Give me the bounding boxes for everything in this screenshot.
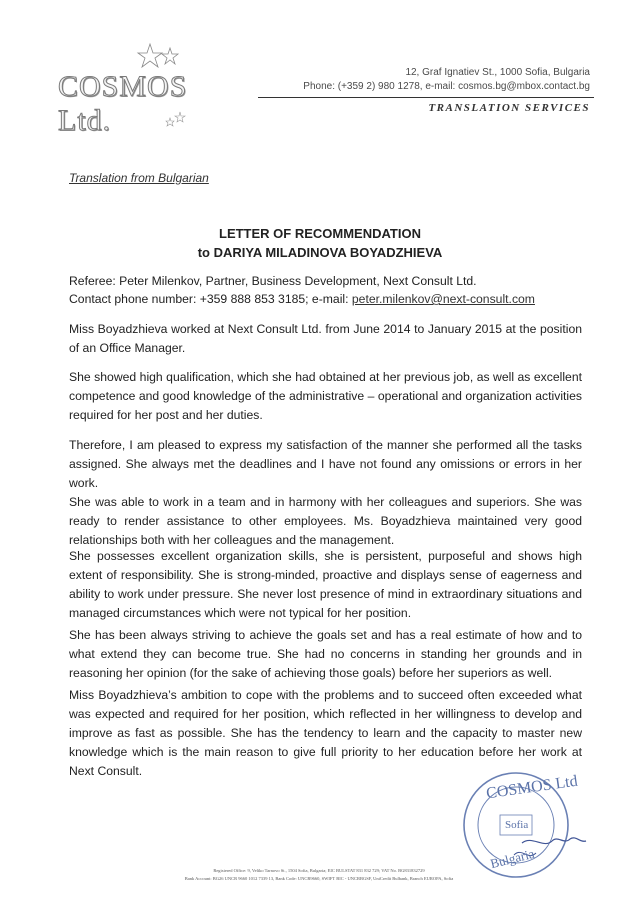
footer-registration: Registered Office: 9, Veliko Tarnovo St., 1504 Sofia, Bulgaria; EIC BULSTAT 831 832 729; VAT No. BG831832729	[213, 868, 425, 873]
referee-contact	[69, 292, 535, 306]
company-stamp	[452, 765, 590, 883]
letter-recipient: to DARIYA MILADINOVA BOYADZHIEVA	[197, 245, 443, 260]
stamp-city: Sofia	[505, 819, 529, 831]
referee-email-link[interactable]: peter.milenkov@next-consult.com	[351, 292, 535, 306]
contact-phone: Contact phone number: +359 888 853 3185; e-mail:	[69, 292, 352, 306]
footer-bank-details: Bank Account: BG26 UNCR 9660 1012 7339 13, Bank Code: UNCR9660, SWIFT BIC - UNCRBGSF, UniCredit Bulbank, Branch EUROPA, Sofia	[184, 876, 454, 881]
paragraph-skills: She possesses excellent organization skills, she is persistent, purposeful and shows high extent of responsibility. She is strong-minded, proactive and displays sense of eagerness and ability to work under pressure. She never lost presence of mind in extraordinary situations and managed circumstances which were not typical for her position.	[69, 549, 582, 620]
contact-line: Phone: (+359 2) 980 1278, e-mail: cosmos.bg@mbox.contact.bg	[303, 81, 590, 92]
company-address	[230, 66, 590, 94]
letterhead-rule	[258, 97, 594, 98]
stamp-company-name: COSMOS Ltd	[485, 772, 579, 803]
referee-line: Referee: Peter Milenkov, Partner, Business Development, Next Consult Ltd.	[69, 274, 477, 288]
letterhead	[0, 0, 638, 140]
services-tagline: TRANSLATION SERVICES	[428, 102, 590, 114]
paragraph-ambition: Miss Boyadzhieva’s ambition to cope with the problems and to succeed often exceeded what was expected and required for her position, which reflected in her willingness to develop and improve as fast as possible. She has the tendency to learn and the capacity to master new knowledge which is the main reason to give full priority to her education before her work at Next Consult.	[69, 688, 582, 778]
address-line: 12, Graf Ignatiev St., 1000 Sofia, Bulgaria	[405, 67, 590, 78]
translation-note: Translation from Bulgarian	[69, 171, 209, 185]
paragraph-satisfaction: Therefore, I am pleased to express my satisfaction of the manner she performed all the tasks assigned. She always met the deadlines and I have not found any omissions or errors in her work.	[69, 438, 582, 490]
paragraph-qualification: She showed high qualification, which she had obtained at her previous job, as well as excellent competence and good knowledge of the administrative – operational and organization activities required for her post and her duties.	[69, 370, 582, 422]
paragraph-teamwork: She was able to work in a team and in harmony with her colleagues and superiors. She was ready to render assistance to other employees. Ms. Boyadzhieva maintained very good relationships both with her colleagues and the management.	[69, 495, 582, 547]
company-name: COSMOS Ltd.	[58, 70, 188, 137]
stamp-country: Bulgaria	[488, 845, 536, 872]
paragraph-employment: Miss Boyadzhieva worked at Next Consult Ltd. from June 2014 to January 2015 at the position of an Office Manager.	[69, 322, 582, 355]
letter-title: LETTER OF RECOMMENDATION	[219, 226, 421, 241]
paragraph-goals: She has been always striving to achieve the goals set and has a real estimate of how and to what extend they can become true. She had no concerns in standing her grounds and in reasoning her opinion (for the sake of achieving those goals) before her superiors as well.	[69, 628, 582, 680]
company-logo	[58, 40, 248, 137]
